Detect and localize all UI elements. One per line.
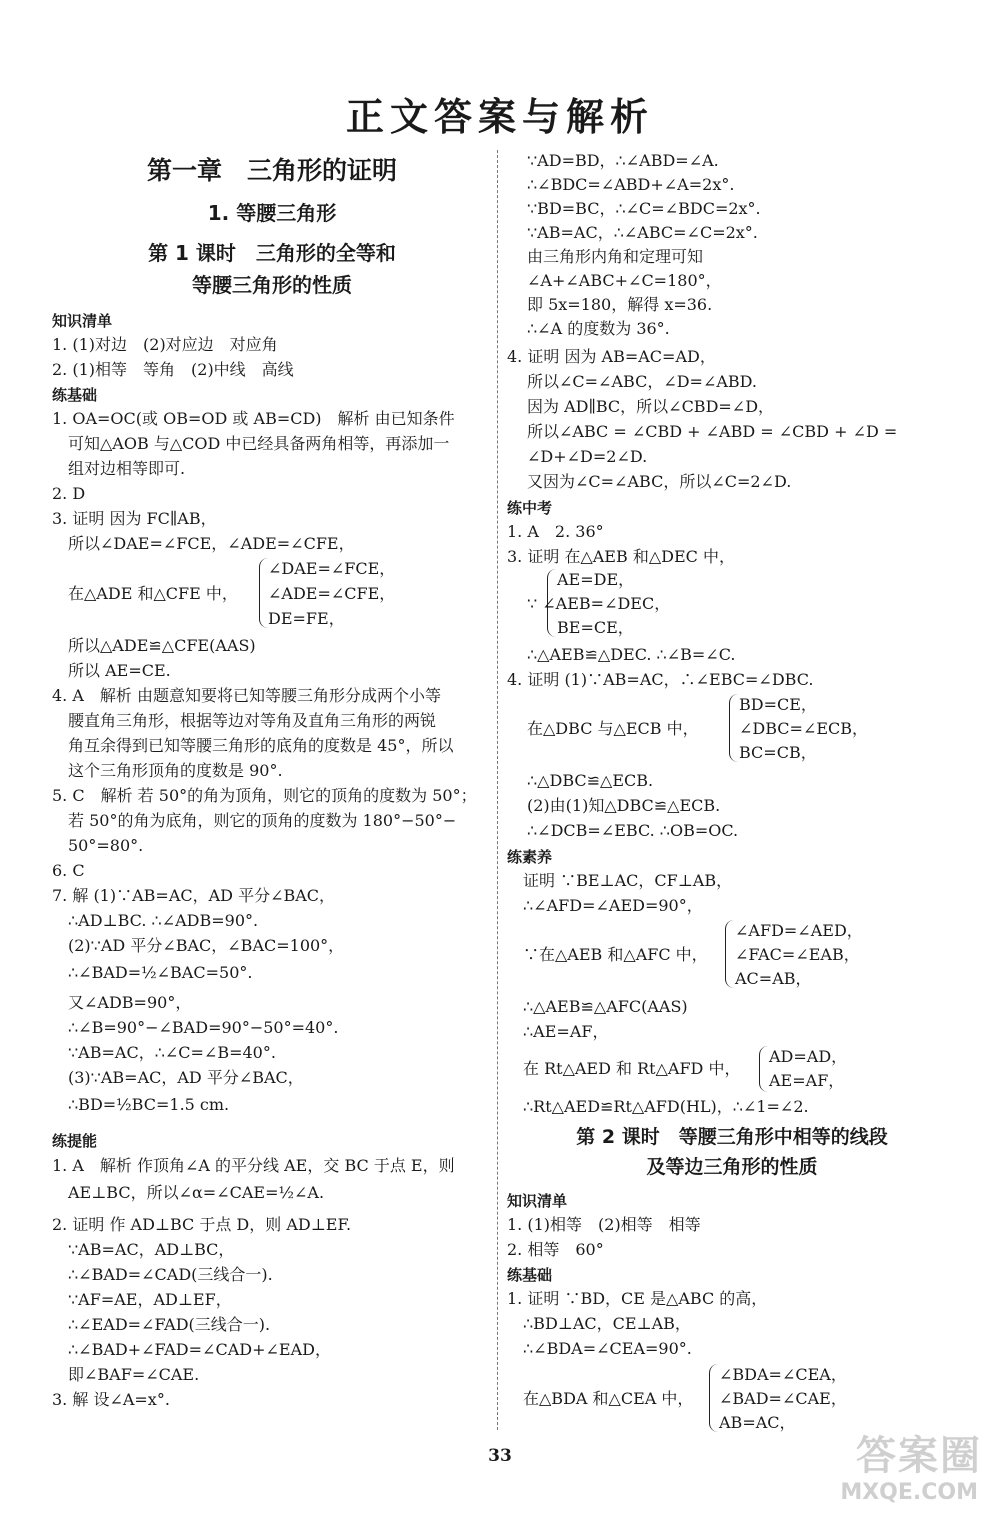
answer-line: ∴∠BAD+∠FAD=∠CAD+∠EAD，	[68, 1340, 331, 1359]
answer-line: ∵ ∠AEB=∠DEC，	[527, 594, 671, 613]
page-title: 正文答案与解析	[345, 95, 654, 139]
answer-line: ∵AB=AC，∴∠C=∠B=40°.	[68, 1043, 276, 1062]
answer-line: ∴∠B=90°−∠BAD=90°−50°=40°.	[68, 1018, 339, 1037]
answer-line: 6. C	[52, 861, 85, 880]
brace-bracket	[709, 1364, 718, 1432]
section-label: 知识清单	[52, 312, 113, 330]
answer-line: ∠DBC=∠ECB，	[739, 719, 869, 738]
answer-line: 腰直角三角形，根据等边对等角及直角三角形的两锐	[68, 711, 437, 730]
answer-line: 50°=80°.	[68, 836, 144, 855]
answer-line: 1. 证明 ∵BD，CE 是△ABC 的高，	[507, 1289, 768, 1308]
answer-line: 组对边相等即可.	[68, 459, 186, 478]
answer-line: AB=AC，	[719, 1413, 796, 1432]
section-label: 练基础	[52, 386, 98, 404]
answer-line: ∠D+∠D=2∠D.	[527, 447, 648, 466]
answer-line: AE=DE，	[557, 570, 635, 589]
answer-line: 2. D	[52, 484, 86, 503]
answer-line: ∴△AEB≌△AFC(AAS)	[523, 997, 688, 1016]
answer-line: ∠ADE=∠CFE，	[268, 584, 396, 603]
watermark-logo	[812, 1424, 982, 1514]
answer-line: 所以∠C=∠ABC，∠D=∠ABD.	[527, 372, 758, 391]
answer-line: 所以 AE=CE.	[68, 661, 171, 680]
answer-line: 4. 证明 (1)∵AB=AC，∴∠EBC=∠DBC.	[507, 670, 814, 689]
lesson-heading-line1: 第 1 课时 三角形的全等和	[148, 241, 396, 265]
answer-line: 3. 证明 在△AEB 和△DEC 中，	[507, 547, 735, 566]
answer-line: 1. (1)相等 (2)相等 相等	[507, 1215, 701, 1234]
answer-line: ∴BD=½BC=1.5 cm.	[68, 1095, 230, 1114]
answer-line: 2. 相等 60°	[507, 1240, 604, 1259]
answer-line: ∴∠EAD=∠FAD(三线合一).	[68, 1315, 271, 1334]
answer-line: ∴AD⊥BC. ∴∠ADB=90°.	[68, 911, 259, 930]
answer-line: 因为 AD∥BC，所以∠CBD=∠D，	[527, 397, 775, 416]
answer-line: 在△BDA 和△CEA 中，	[523, 1389, 694, 1408]
answer-line: ∠BDA=∠CEA，	[719, 1365, 847, 1384]
answer-line: 可知△AOB 与△COD 中已经具备两角相等，再添加一	[68, 434, 450, 453]
chapter-heading: 第一章 三角形的证明	[146, 156, 397, 185]
answer-line: BE=CE，	[557, 618, 634, 637]
answer-line: 证明 ∵BE⊥AC，CF⊥AB，	[523, 871, 733, 890]
answer-line: ∠A+∠ABC+∠C=180°，	[527, 271, 722, 290]
answer-line: 所以∠ABC = ∠CBD + ∠ABD = ∠CBD + ∠D =	[527, 422, 898, 441]
answer-line: 4. A 解析 由题意知要将已知等腰三角形分成两个小等	[52, 686, 441, 705]
answer-line: 角互余得到已知等腰三角形的底角的度数是 45°，所以	[68, 736, 454, 755]
answer-line: ∴BD⊥AC，CE⊥AB，	[523, 1314, 691, 1333]
answer-line: ∴∠BDC=∠ABD+∠A=2x°.	[527, 175, 735, 194]
answer-line: ∴∠BDA=∠CEA=90°.	[523, 1339, 692, 1358]
answer-line: ∴∠BAD=∠CAD(三线合一).	[68, 1265, 273, 1284]
answer-line: 又∠ADB=90°，	[68, 993, 192, 1012]
answer-line: DE=FE，	[268, 609, 345, 628]
answer-line: 3. 证明 因为 FC∥AB，	[52, 509, 217, 528]
answer-line: ∵AB=AC，∴∠ABC=∠C=2x°.	[527, 223, 758, 242]
answer-line: 在△DBC 与△ECB 中，	[527, 719, 699, 738]
answer-line: 在 Rt△AED 和 Rt△AFD 中，	[523, 1059, 741, 1078]
answer-line: AC=AB，	[735, 969, 812, 988]
answer-line: ∴△DBC≌△ECB.	[527, 771, 654, 790]
answer-line: ∵AD=BD，∴∠ABD=∠A.	[527, 151, 719, 170]
answer-line: 又因为∠C=∠ABC，所以∠C=2∠D.	[527, 472, 792, 491]
answer-line: 即∠BAF=∠CAE.	[68, 1365, 200, 1384]
lesson-heading-line1: 第 2 课时 等腰三角形中相等的线段	[576, 1126, 888, 1148]
answer-line: ∵BD=BC，∴∠C=∠BDC=2x°.	[527, 199, 761, 218]
answer-line: 所以∠DAE=∠FCE，∠ADE=∠CFE，	[68, 534, 355, 553]
answer-line: 2. (1)相等 等角 (2)中线 高线	[52, 360, 294, 379]
answer-line: 1. (1)对边 (2)对应边 对应角	[52, 335, 278, 354]
answer-line: 4. 证明 因为 AB=AC=AD，	[507, 347, 716, 366]
answer-line: ∠DAE=∠FCE，	[268, 559, 396, 578]
section-label: 知识清单	[507, 1192, 568, 1210]
answer-line: AE⊥BC，所以∠α=∠CAE=½∠A.	[68, 1183, 325, 1202]
section-heading: 1. 等腰三角形	[207, 201, 337, 225]
section-label: 练中考	[507, 499, 553, 517]
section-label: 练基础	[507, 1266, 553, 1284]
answer-line: 由三角形内角和定理可知	[527, 247, 704, 266]
answer-line: 7. 解 (1)∵AB=AC，AD 平分∠BAC，	[52, 886, 336, 905]
answer-line: ∴∠AFD=∠AED=90°，	[523, 896, 703, 915]
answer-line: ∠FAC=∠EAB，	[735, 945, 860, 964]
answer-line: ∵在△AEB 和△AFC 中，	[523, 945, 708, 964]
section-label: 练素养	[507, 848, 553, 866]
answer-line: ∵AF=AE，AD⊥EF，	[68, 1290, 232, 1309]
answer-line: ∵AB=AC，AD⊥BC，	[68, 1240, 235, 1259]
answer-line: 1. A 2. 36°	[507, 522, 604, 541]
answer-line: 1. A 解析 作顶角∠A 的平分线 AE，交 BC 于点 E，则	[52, 1156, 455, 1175]
answer-line: ∴∠BAD=½∠BAC=50°.	[68, 963, 253, 982]
answer-line: 1. OA=OC(或 OB=OD 或 AB=CD) 解析 由已知条件	[52, 409, 455, 428]
answer-line: ∴∠A 的度数为 36°.	[527, 319, 670, 338]
answer-line: AD=AD，	[769, 1047, 848, 1066]
answer-line: (3)∵AB=AC，AD 平分∠BAC，	[68, 1068, 304, 1087]
answer-line: ∴△AEB≌△DEC. ∴∠B=∠C.	[527, 645, 736, 664]
watermark-text: 答案圈	[856, 1433, 982, 1479]
answer-line: ∴∠DCB=∠EBC. ∴OB=OC.	[527, 821, 739, 840]
answer-line: 若 50°的角为底角，则它的顶角的度数为 180°−50°−	[68, 811, 457, 830]
brace-bracket	[729, 694, 738, 762]
answer-line: AE=AF，	[769, 1071, 845, 1090]
answer-line: BD=CE，	[739, 695, 817, 714]
answer-line: 2. 证明 作 AD⊥BC 于点 D，则 AD⊥EF.	[52, 1215, 352, 1234]
brace-bracket	[725, 920, 734, 988]
answer-line: 这个三角形顶角的度数是 90°.	[68, 761, 283, 780]
brace-bracket	[259, 558, 268, 628]
brace-bracket	[759, 1046, 768, 1092]
answer-line: ∴AE=AF，	[523, 1022, 609, 1041]
answer-line: 3. 解 设∠A=x°.	[52, 1390, 170, 1409]
answer-line: BC=CB，	[739, 743, 817, 762]
section-label: 练提能	[52, 1132, 98, 1150]
answer-line: (2)∵AD 平分∠BAC，∠BAC=100°，	[68, 936, 345, 955]
answer-line: 所以△ADE≌△CFE(AAS)	[68, 636, 256, 655]
lesson-heading-line2: 等腰三角形的性质	[192, 273, 352, 297]
answer-line: 即 5x=180，解得 x=36.	[527, 295, 713, 314]
answer-line: ∠BAD=∠CAE，	[719, 1389, 847, 1408]
answer-line: ∴Rt△AED≌Rt△AFD(HL)，∴∠1=∠2.	[523, 1097, 809, 1116]
answer-line: 5. C 解析 若 50°的角为顶角，则它的顶角的度数为 50°；	[52, 786, 477, 805]
answer-line: ∠AFD=∠AED，	[735, 921, 863, 940]
answer-line: 在△ADE 和△CFE 中，	[68, 584, 238, 603]
watermark-url: MXQE.COM	[840, 1480, 978, 1505]
column-divider	[497, 150, 498, 1430]
answer-line: (2)由(1)知△DBC≌△ECB.	[527, 796, 721, 815]
lesson-heading-line2: 及等边三角形的性质	[646, 1156, 818, 1178]
page-number: 33	[488, 1446, 512, 1466]
